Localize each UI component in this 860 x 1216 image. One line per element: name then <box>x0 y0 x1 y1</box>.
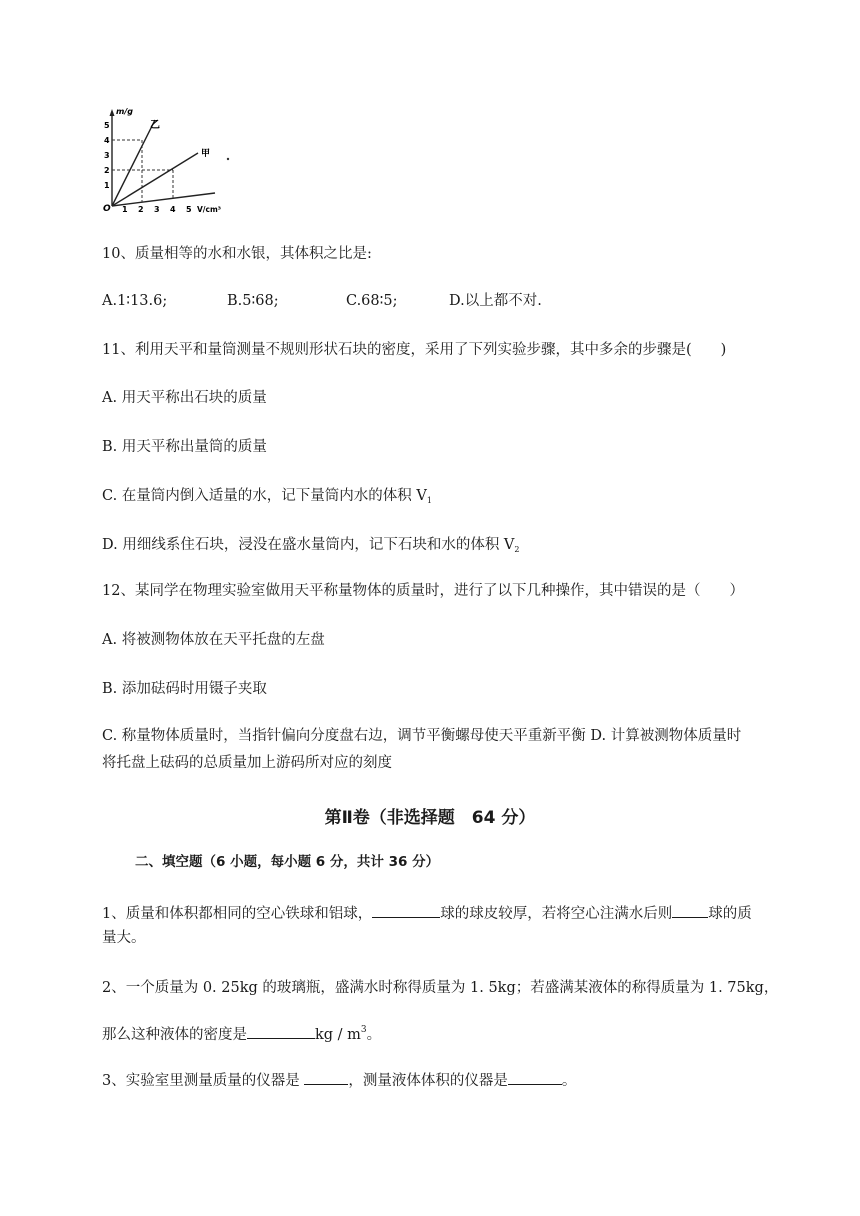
fill-3-end: 。 <box>561 1073 577 1089</box>
x-tick-labels <box>122 205 192 214</box>
origin-label: O <box>103 204 111 214</box>
fill-question-3 <box>102 1070 576 1091</box>
y-tick-labels <box>104 121 110 190</box>
fill-2-end: 。 <box>366 1027 382 1043</box>
option-c-subscript: 1 <box>426 496 432 505</box>
question-11-option-a: A. 用天平称出石块的质量 <box>102 390 267 406</box>
question-10: 10、质量相等的水和水银，其体积之比是: <box>102 246 372 262</box>
option-c-text: C. 在量筒内倒入适量的水，记下量筒内水的体积 V <box>102 488 427 504</box>
fill-2-unit: kg / m <box>315 1027 361 1043</box>
y-tick: 2 <box>104 166 110 175</box>
question-10-options <box>102 291 542 311</box>
fill-2-unit-sup: 3 <box>360 1025 367 1035</box>
y-tick: 5 <box>104 121 110 130</box>
stray-dot <box>227 158 229 160</box>
y-tick: 1 <box>104 181 110 190</box>
option-d: D.以上都不对. <box>449 293 542 309</box>
x-tick: 5 <box>186 205 192 214</box>
fill-question-1-line2: 量大。 <box>102 930 146 946</box>
fill-2-blank[interactable] <box>247 1024 315 1039</box>
section-subtitle: 二、填空题（6 小题，每小题 6 分，共计 36 分） <box>135 854 440 870</box>
question-12: 12、某同学在物理实验室做用天平称量物体的质量时，进行了以下几种操作，其中错误的是（ ） <box>102 583 744 599</box>
fill-1-blank-1[interactable] <box>372 903 440 918</box>
fill-1-part1: 1、质量和体积都相同的空心铁球和铝球， <box>102 906 373 922</box>
option-a: A.1∶13.6; <box>102 293 168 309</box>
fill-question-2-line2 <box>102 1020 381 1045</box>
question-11-option-b: B. 用天平称出量筒的质量 <box>102 439 267 455</box>
line-jia-label: 甲 <box>201 149 211 159</box>
fill-1-blank-2[interactable] <box>672 903 708 918</box>
question-11-option-d <box>102 535 520 560</box>
fill-3-blank-1[interactable] <box>304 1070 348 1085</box>
fill-3-part2: ，测量液体体积的仪器是 <box>348 1073 508 1089</box>
x-tick: 3 <box>154 205 160 214</box>
question-12-option-a: A. 将被测物体放在天平托盘的左盘 <box>102 632 325 648</box>
x-tick: 4 <box>170 205 176 214</box>
y-tick: 4 <box>104 136 110 145</box>
x-tick: 2 <box>138 205 144 214</box>
fill-3-part1: 3、实验室里测量质量的仪器是 <box>102 1073 305 1089</box>
question-12-option-cd-line1: C. 称量物体质量时，当指针偏向分度盘右边，调节平衡螺母使天平重新平衡 D. 计算被测物体质量时 <box>102 728 742 744</box>
question-11-option-c <box>102 486 432 511</box>
fill-question-1 <box>102 903 752 924</box>
question-11: 11、利用天平和量筒测量不规则形状石块的密度，采用了下列实验步骤，其中多余的步骤是( ) <box>102 342 727 358</box>
x-axis-label: V/cm³ <box>197 205 222 214</box>
question-12-option-cd-line2: 将托盘上砝码的总质量加上游码所对应的刻度 <box>102 755 392 771</box>
question-12-option-b: B. 添加砝码时用镊子夹取 <box>102 681 267 697</box>
option-c: C.68∶5; <box>346 293 398 309</box>
line-yi-label: 乙 <box>150 120 160 131</box>
mass-volume-graph <box>100 100 250 218</box>
fill-3-blank-2[interactable] <box>508 1070 562 1085</box>
option-d-text: D. 用细线系住石块，浸没在盛水量筒内，记下石块和水的体积 V <box>102 537 515 553</box>
option-b: B.5∶68; <box>227 293 279 309</box>
y-axis-label: m/g <box>116 107 133 116</box>
x-tick: 1 <box>122 205 128 214</box>
fill-2-part1: 那么这种液体的密度是 <box>102 1027 247 1043</box>
section-title: 第Ⅱ卷（非选择题 64 分） <box>324 808 536 828</box>
fill-1-part3: 球的质 <box>708 906 752 922</box>
fill-question-2: 2、一个质量为 0. 25kg 的玻璃瓶，盛满水时称得质量为 1. 5kg；若盛满某液体的称得质量为 1. 75kg， <box>102 980 779 996</box>
y-tick: 3 <box>104 151 110 160</box>
fill-1-part2: 球的球皮较厚，若将空心注满水后则 <box>440 906 673 922</box>
option-d-subscript: 2 <box>514 545 520 554</box>
y-axis-arrow <box>110 109 115 116</box>
